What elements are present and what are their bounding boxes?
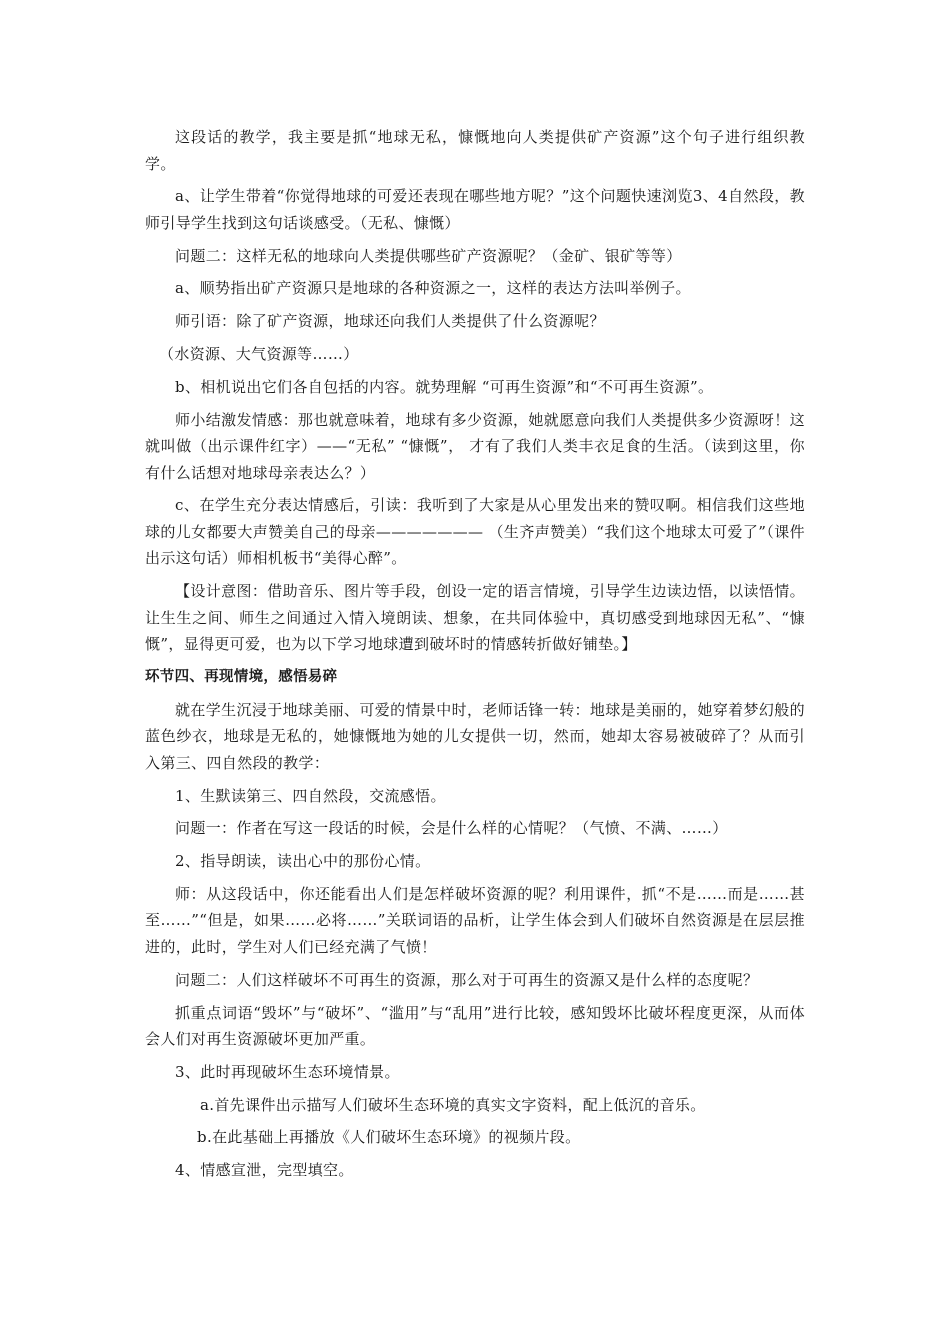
paragraph-item-2: 2、指导朗读，读出心中的那份心情。 xyxy=(175,852,431,871)
paragraph-item-1: 1、生默读第三、四自然段，交流感悟。 xyxy=(175,786,446,805)
paragraph-step-b: b、相机说出它们各自包括的内容。就势理解 “可再生资源”和“不可再生资源”。 xyxy=(175,377,714,396)
section-heading: 环节四、再现情境，感悟易碎 xyxy=(145,668,338,685)
paragraph-step-c: c、在学生充分表达情感后，引读：我听到了大家是从心里发出来的赞叹啊。相信我们这些地球的儿女都要大声赞美自己的母亲——————— （生齐声赞美）“我们这个地球太可爱了”（课件出示这句话）师相机板书“美得心醉”。 xyxy=(145,496,805,568)
paragraph-section-intro: 就在学生沉浸于地球美丽、可爱的情景中时，老师话锋一转：地球是美丽的，她穿着梦幻般的蓝色纱衣，地球是无私的，她慷慨地为她的儿女提供一切，然而，她却太容易被破碎了？从而引入第三、四自然段的教学： xyxy=(145,700,805,772)
paragraph-teacher-summary: 师小结激发情感：那也就意味着，地球有多少资源，她就愿意向我们人类提供多少资源呀！这就叫做（出示课件红字）——“无私” “慷慨”， 才有了我们人类丰衣足食的生活。（读到这里，你有什么话想对地球母亲表达么？） xyxy=(145,410,805,482)
paragraph-question-two-b: 问题二：人们这样破坏不可再生的资源，那么对于可再生的资源又是什么样的态度呢？ xyxy=(175,970,759,989)
paragraph-intro: 这段话的教学，我主要是抓“地球无私，慷慨地向人类提供矿产资源”这个句子进行组织教学。 xyxy=(145,128,805,173)
paragraph-question-two: 问题二：这样无私的地球向人类提供哪些矿产资源呢？（金矿、银矿等等） xyxy=(175,246,682,265)
paragraph-item-3: 3、此时再现破坏生态环境情景。 xyxy=(175,1062,400,1081)
paragraph-sub-a: a.首先课件出示描写人们破坏生态环境的真实文字资料，配上低沉的音乐。 xyxy=(200,1095,706,1114)
paragraph-sub-b: b.在此基础上再播放《人们破坏生态环境》的视频片段。 xyxy=(197,1128,581,1147)
paragraph-design-intent: 【设计意图：借助音乐、图片等手段，创设一定的语言情境，引导学生边读边悟，以读悟情。让生生之间、师生之间通过入情入境朗读、想象，在共同体验中，真切感受到地球因无私”、“慷慨”，显得更可爱，也为以下学习地球遭到破坏时的情感转折做好铺垫。】 xyxy=(145,582,805,654)
document-page xyxy=(145,124,805,1190)
paragraph-resource-answer: （水资源、大气资源等……） xyxy=(159,344,359,363)
paragraph-question-one: 问题一：作者在写这一段话的时候，会是什么样的心情呢？（气愤、不满、……） xyxy=(175,819,728,838)
paragraph-item-4: 4、情感宣泄，完型填空。 xyxy=(175,1161,354,1180)
paragraph-step-a: a、让学生带着“你觉得地球的可爱还表现在哪些地方呢？”这个问题快速浏览3、4自然段，教师引导学生找到这句话谈感受。（无私、慷慨） xyxy=(145,187,805,232)
paragraph-example: a、顺势指出矿产资源只是地球的各种资源之一，这样的表达方法叫举例子。 xyxy=(175,279,691,298)
paragraph-keyword-compare: 抓重点词语“毁坏”与“破坏”、“滥用”与“乱用”进行比较，感知毁坏比破坏程度更深，从而体会人们对再生资源破坏更加严重。 xyxy=(145,1003,805,1049)
paragraph-teacher-analysis: 师：从这段话中，你还能看出人们是怎样破坏资源的呢？利用课件，抓“不是……而是……甚至……”“但是，如果……必将……”关联词语的品析，让学生体会到人们破坏自然资源是在层层推进的，此时，学生对人们已经充满了气愤！ xyxy=(145,884,805,956)
paragraph-teacher-prompt: 师引语：除了矿产资源，地球还向我们人类提供了什么资源呢？ xyxy=(175,312,605,331)
